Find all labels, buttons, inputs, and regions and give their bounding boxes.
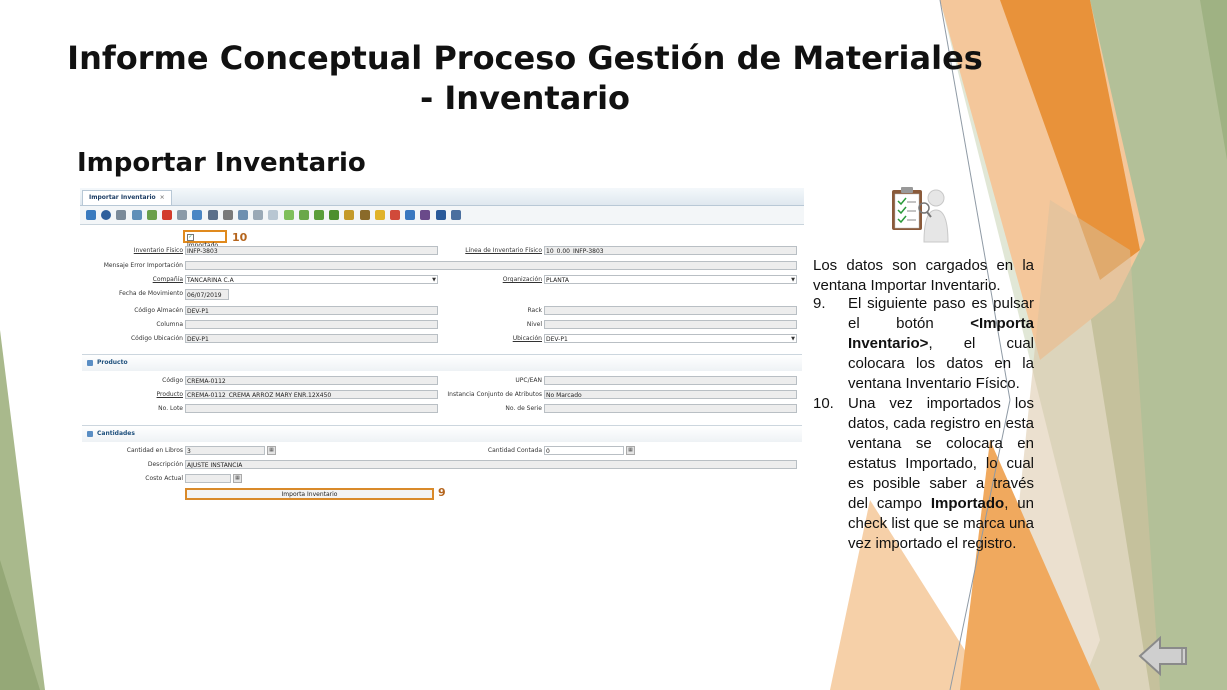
chevron-down-icon[interactable]: ▼ — [432, 277, 436, 283]
serie-label: No. de Serie — [505, 405, 542, 412]
workflow-icon[interactable] — [420, 210, 430, 220]
costo-actual-label: Costo Actual — [145, 475, 183, 482]
collapse-icon — [87, 360, 93, 366]
organizacion-select[interactable] — [544, 275, 797, 284]
next-icon[interactable] — [314, 210, 324, 220]
import-inventory-window — [80, 188, 804, 508]
new-icon[interactable] — [116, 210, 126, 220]
codigo-almacen-label: Código Almacén — [134, 307, 183, 314]
parent-icon[interactable] — [360, 210, 370, 220]
ubicacion-label: Ubicación — [512, 335, 542, 342]
step-10-bold: Importado — [930, 495, 1005, 512]
collapse-icon — [87, 431, 93, 437]
compania-label: Compañía — [152, 276, 183, 283]
back-icon[interactable] — [86, 210, 96, 220]
organizacion-label: Organización — [502, 276, 542, 283]
back-arrow-icon[interactable] — [1138, 634, 1190, 678]
descripcion-label: Descripción — [147, 461, 183, 468]
close-icon[interactable]: × — [159, 194, 165, 201]
clipboard-person-icon — [886, 184, 956, 244]
compania-value: TANCARINA C.A — [187, 277, 234, 284]
calculator-icon[interactable]: ▦ — [626, 446, 635, 455]
intro-text: Los datos son cargados en la ventana Importar Inventario. — [813, 257, 1034, 294]
cantidades-section-title: Cantidades — [97, 430, 135, 437]
columna-label: Columna — [156, 321, 183, 328]
upc-label: UPC/EAN — [515, 377, 542, 384]
producto-section-title: Producto — [97, 359, 128, 366]
step-9-before: El siguiente paso es pulsar el botón — [848, 295, 1034, 332]
producto-label: Producto — [156, 391, 183, 398]
window-tab-bar — [80, 188, 804, 206]
previous-icon[interactable] — [299, 210, 309, 220]
detail-icon[interactable] — [344, 210, 354, 220]
ubicacion-select[interactable] — [544, 334, 797, 343]
chat-icon[interactable] — [238, 210, 248, 220]
history-icon[interactable] — [253, 210, 263, 220]
ubicacion-value: DEV-P1 — [546, 336, 568, 343]
check-icon: ✓ — [188, 234, 193, 240]
save-icon[interactable] — [147, 210, 157, 220]
rack-label: Rack — [527, 307, 542, 314]
codigo-label: Código — [162, 377, 183, 384]
codigo-almacen-field[interactable]: DEV-P1 — [185, 306, 438, 315]
mensaje-error-field[interactable] — [185, 261, 797, 270]
chevron-down-icon[interactable]: ▼ — [791, 277, 795, 283]
lock-icon[interactable] — [405, 210, 415, 220]
mensaje-error-label: Mensaje Error Importación — [103, 262, 183, 269]
nivel-label: Nivel — [526, 321, 542, 328]
step-9-after: , el cual colocara los datos en la ventana Inventario Físico. — [848, 335, 1034, 392]
producto-field[interactable]: CREMA-0112_CREMA ARROZ MARY ENR.12X450 — [185, 390, 438, 399]
calculator-icon[interactable]: ▦ — [267, 446, 276, 455]
inventario-fisico-label: Inventario Físico — [133, 247, 183, 254]
search-icon[interactable] — [208, 210, 218, 220]
cantidad-contada-field[interactable]: 0 — [544, 446, 624, 455]
first-icon[interactable] — [284, 210, 294, 220]
producto-section-header[interactable] — [82, 354, 802, 371]
help-icon[interactable] — [101, 210, 111, 220]
lote-field[interactable] — [185, 404, 438, 413]
step-10 — [813, 394, 1034, 554]
compania-select[interactable] — [185, 275, 438, 284]
fecha-movimiento-label: Fecha de Movimiento — [118, 290, 183, 297]
step-9-number: 9. — [813, 295, 826, 312]
tab-importar-inventario[interactable] — [82, 190, 172, 205]
step-9 — [813, 294, 1034, 394]
costo-actual-field[interactable] — [185, 474, 231, 483]
codigo-ubicacion-label: Código Ubicación — [130, 335, 183, 342]
report-icon[interactable] — [268, 210, 278, 220]
linea-inventario-label: Línea de Inventario Físico — [465, 247, 542, 254]
importa-inventario-button[interactable]: Importa Inventario — [185, 488, 434, 500]
descripcion-field[interactable]: AJUSTE INSTANCIA — [185, 460, 797, 469]
section-title: Importar Inventario — [77, 148, 366, 178]
step-10-after: , un check list que se marca una vez importado el registro. — [848, 495, 1034, 552]
linea-inventario-field[interactable]: 10_0.00_INFP-3803 — [544, 246, 797, 255]
instancia-label: Instancia Conjunto de Atributos — [447, 391, 542, 398]
export-icon[interactable] — [451, 210, 461, 220]
columna-field[interactable] — [185, 320, 438, 329]
refresh-icon[interactable] — [192, 210, 202, 220]
step-9-bold: <Importa Inventario> — [848, 315, 1034, 352]
instancia-field[interactable]: No Marcado — [544, 390, 797, 399]
step-10-before: Una vez importados los datos, cada registro en esta ventana se colocara en estatus Importado, lo cual es posible saber a través del campo — [848, 395, 1034, 512]
chevron-down-icon[interactable]: ▼ — [791, 336, 795, 342]
toolbar — [80, 206, 804, 225]
callout-9: 9 — [438, 486, 446, 499]
steps-list — [813, 294, 1034, 554]
codigo-ubicacion-field[interactable]: DEV-P1 — [185, 334, 438, 343]
cantidades-section-header[interactable] — [82, 425, 802, 442]
cantidad-libros-label: Cantidad en Libros — [126, 447, 183, 454]
nivel-field[interactable] — [544, 320, 797, 329]
product-icon[interactable] — [390, 210, 400, 220]
cantidad-contada-label: Cantidad Contada — [487, 447, 542, 454]
serie-field[interactable] — [544, 404, 797, 413]
request-icon[interactable] — [436, 210, 446, 220]
importado-checkbox[interactable] — [183, 230, 227, 243]
step-10-number: 10. — [813, 395, 834, 412]
tab-label: Importar Inventario — [89, 194, 156, 201]
inventario-fisico-field[interactable]: INFP-3803 — [185, 246, 438, 255]
fecha-movimiento-field[interactable]: 06/07/2019 — [185, 289, 229, 300]
organizacion-value: PLANTA — [546, 277, 569, 284]
last-icon[interactable] — [329, 210, 339, 220]
archive-icon[interactable] — [375, 210, 385, 220]
calculator-icon[interactable]: ▦ — [233, 474, 242, 483]
print-icon[interactable] — [177, 210, 187, 220]
delete-icon[interactable] — [162, 210, 172, 220]
callout-10: 10 — [232, 231, 248, 244]
codigo-field[interactable]: CREMA-0112 — [185, 376, 438, 385]
rack-field[interactable] — [544, 306, 797, 315]
copy-icon[interactable] — [132, 210, 142, 220]
cantidad-libros-field[interactable]: 3 — [185, 446, 265, 455]
lote-label: No. Lote — [158, 405, 183, 412]
slide-title: Informe Conceptual Proceso Gestión de Materiales - Inventario — [67, 39, 983, 117]
attach-icon[interactable] — [223, 210, 233, 220]
upc-field[interactable] — [544, 376, 797, 385]
